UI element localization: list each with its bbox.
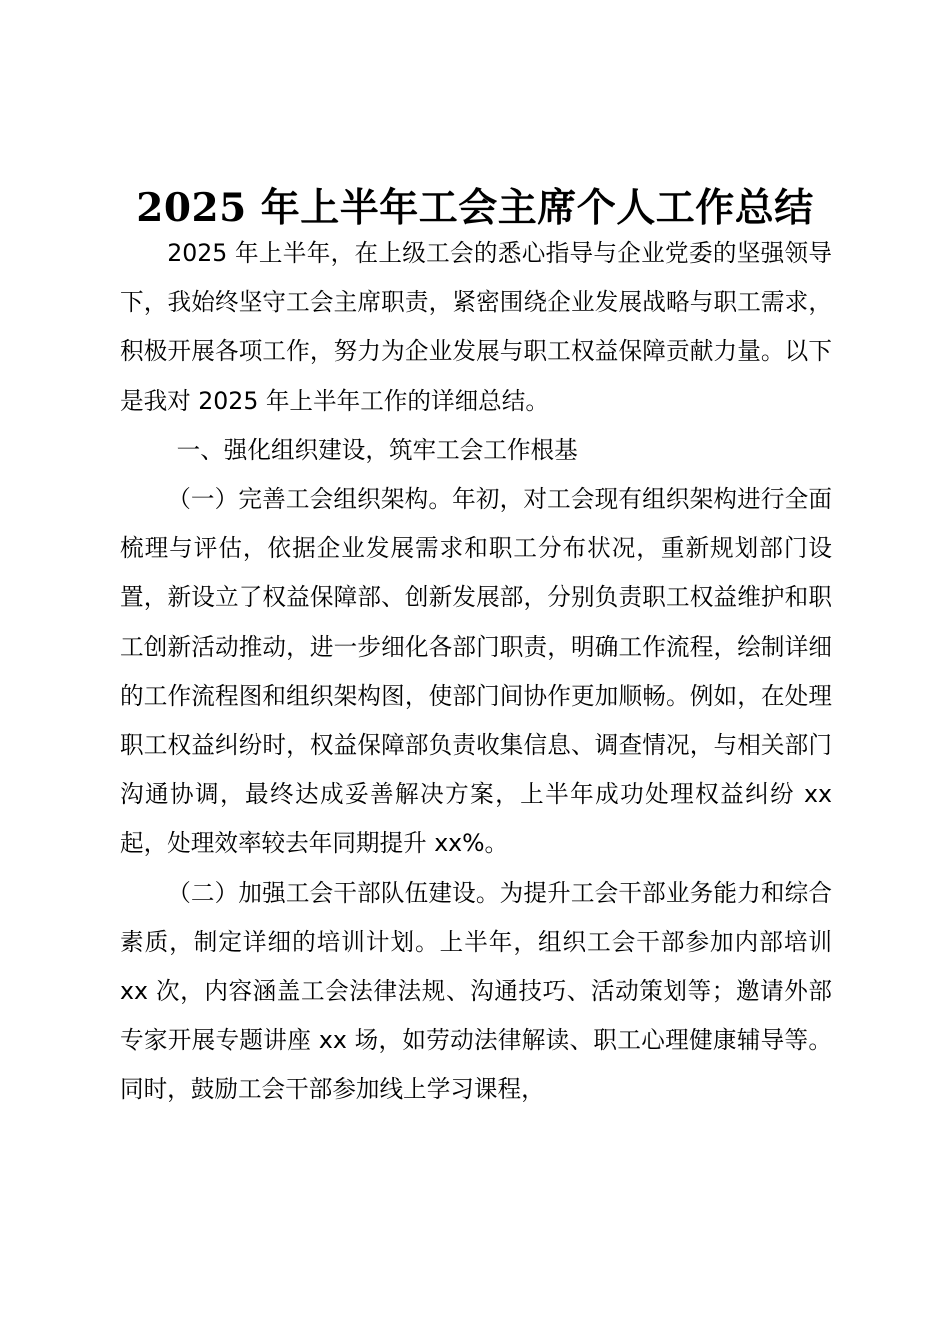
intro-paragraph: 2025 年上半年，在上级工会的悉心指导与企业党委的坚强领导下，我始终坚守工会主席职责，紧密围绕企业发展战略与职工需求，积极开展各项工作，努力为企业发展与职工权益保障贡献力量。以下是我对 2025 年上半年工作的详细总结。 [120,239,832,415]
subsection-paragraph-1: （一）完善工会组织架构。年初，对工会现有组织架构进行全面梳理与评估，依据企业发展需求和职工分布状况，重新规划部门设置，新设立了权益保障部、创新发展部，分别负责职工权益维护和职工创新活动推动，进一步细化各部门职责，明确工作流程，绘制详细的工作流程图和组织架构图，使部门间协作更加顺畅。例如，在处理职工权益纠纷时，权益保障部负责收集信息、调查情况，与相关部门沟通协调，最终达成妥善解决方案，上半年成功处理权益纠纷 xx 起，处理效率较去年同期提升 xx%。 [120,485,832,858]
document-body [120,229,832,1115]
document-title: 2025 年上半年工会主席个人工作总结 [136,185,814,231]
section-heading-1: 一、强化组织建设，筑牢工会工作根基 [176,435,578,464]
subsection-paragraph-2: （二）加强工会干部队伍建设。为提升工会干部业务能力和综合素质，制定详细的培训计划。上半年，组织工会干部参加内部培训 xx 次，内容涵盖工会法律法规、沟通技巧、活动策划等；邀请外部专家开展专题讲座 xx 场，如劳动法律解读、职工心理健康辅导等。同时，鼓励工会干部参加线上学习课程， [120,878,832,1104]
